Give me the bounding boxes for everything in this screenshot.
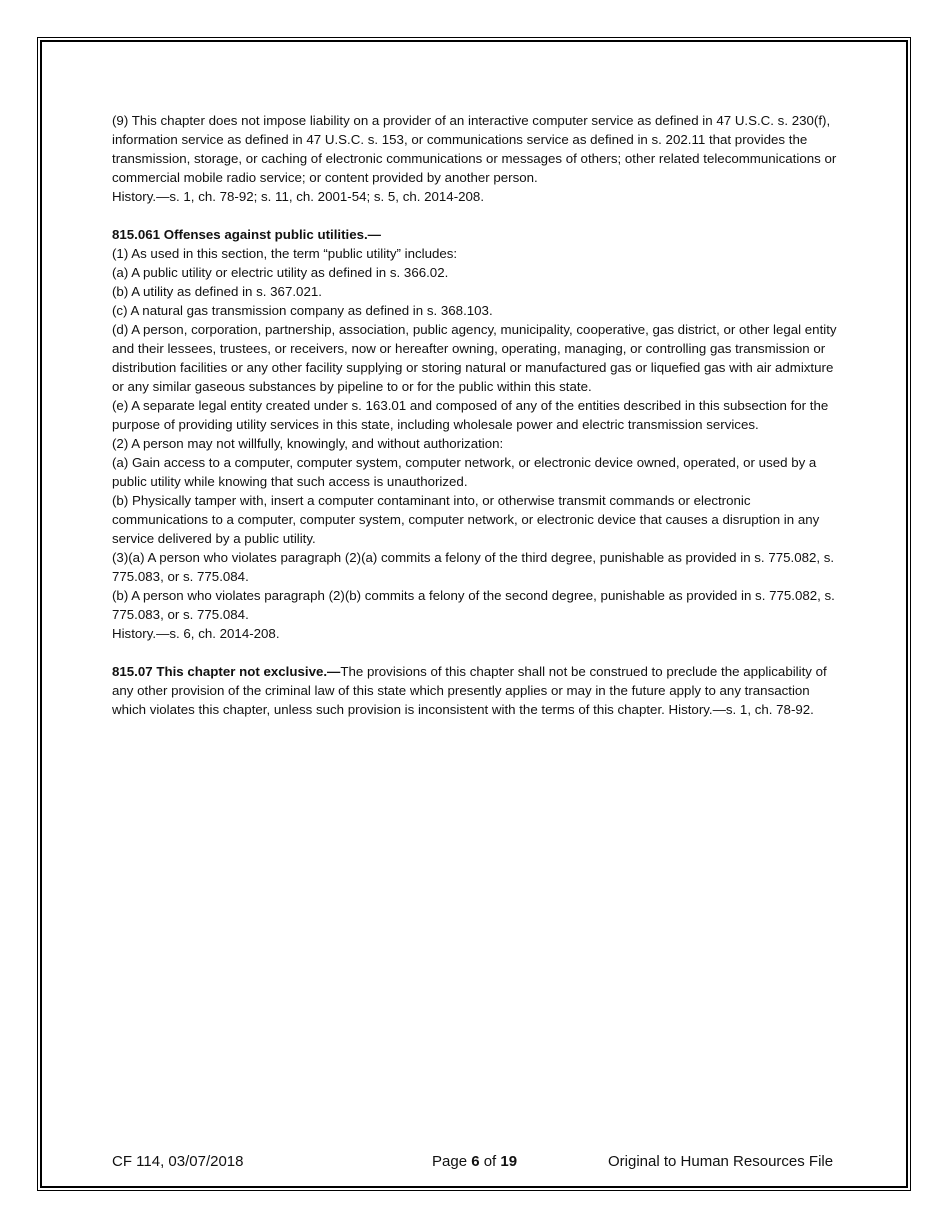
footer-page-number [432,1152,517,1172]
footer-routing: Original to Human Resources File [608,1153,834,1170]
footer-form-id: CF 114, 03/07/2018 [112,1153,244,1170]
section-815-061-item-1e: (e) A separate legal entity created under s. 163.01 and composed of any of the entities described in this subsection for the purpose of providing utility services in this state, including wholesale power and electric transmission services. [112,398,829,432]
section-815-061-item-1d: (d) A person, corporation, partnership, association, public agency, municipality, cooperative, gas district, or other legal entity and their lessees, trustees, or receivers, now or hereafter owning, operating, managing, or controlling gas transmission or distribution facilities or any other facility supplying or storing natural or manufactured gas or liquefied gas with air admixture or any similar gaseous substances by pipeline to or for the public within this state. [112,322,837,394]
section-9-paragraph: (9) This chapter does not impose liability on a provider of an interactive computer service as defined in 47 U.S.C. s. 230(f), information service as defined in 47 U.S.C. s. 153, or communications service as defined in s. 202.11 that provides the transmission, storage, or caching of electronic communications or messages of others; other related telecommunications or commercial mobile radio service; or content provided by another person. [112,113,837,185]
section-815-07-paragraph [112,662,842,719]
section-815-07-heading: 815.07 This chapter not exclusive.— [112,664,341,679]
section-815-061-item-1c: (c) A natural gas transmission company as defined in s. 368.103. [112,303,493,318]
footer-page-prefix: Page [432,1153,472,1170]
section-815-061-item-2a: (a) Gain access to a computer, computer system, computer network, or electronic device owned, operated, or used by a public utility while knowing that such access is unauthorized. [112,455,817,489]
section-815-061-item-3b: (b) A person who violates paragraph (2)(b) commits a felony of the second degree, punishable as provided in s. 775.082, s. 775.083, or s. 775.084. [112,588,835,622]
section-815-061-item-2: (2) A person may not willfully, knowingly, and without authorization: [112,436,504,451]
section-9-history: History.—s. 1, ch. 78-92; s. 11, ch. 2001-54; s. 5, ch. 2014-208. [112,189,485,204]
document-body [112,111,842,719]
section-815-061-item-1: (1) As used in this section, the term “public utility” includes: [112,246,458,261]
footer-page-separator: of [479,1153,501,1170]
section-815-061-history: History.—s. 6, ch. 2014-208. [112,626,280,641]
footer-page-current: 6 [471,1153,480,1170]
section-gap [112,643,842,662]
section-815-061-item-1b: (b) A utility as defined in s. 367.021. [112,284,322,299]
section-gap [112,206,842,225]
section-815-061-heading: 815.061 Offenses against public utilities.— [112,227,381,242]
section-815-061-item-2b: (b) Physically tamper with, insert a computer contaminant into, or otherwise transmit commands or electronic communications to a computer, computer system, computer network, or electronic device that causes a disruption in any service delivered by a public utility. [112,493,820,546]
section-815-07-text: The provisions of this chapter shall not be construed to preclude the applicability of any other provision of the criminal law of this state which presently applies or may in the future apply to any transaction which violates this chapter, unless such provision is inconsistent with the terms of this chapter. History.—s. 1, ch. 78-92. [112,664,827,717]
section-815-061-item-1a: (a) A public utility or electric utility as defined in s. 366.02. [112,265,449,280]
section-815-061-item-3a: (3)(a) A person who violates paragraph (2)(a) commits a felony of the third degree, punishable as provided in s. 775.082, s. 775.083, or s. 775.084. [112,550,835,584]
footer-page-total: 19 [500,1153,518,1170]
